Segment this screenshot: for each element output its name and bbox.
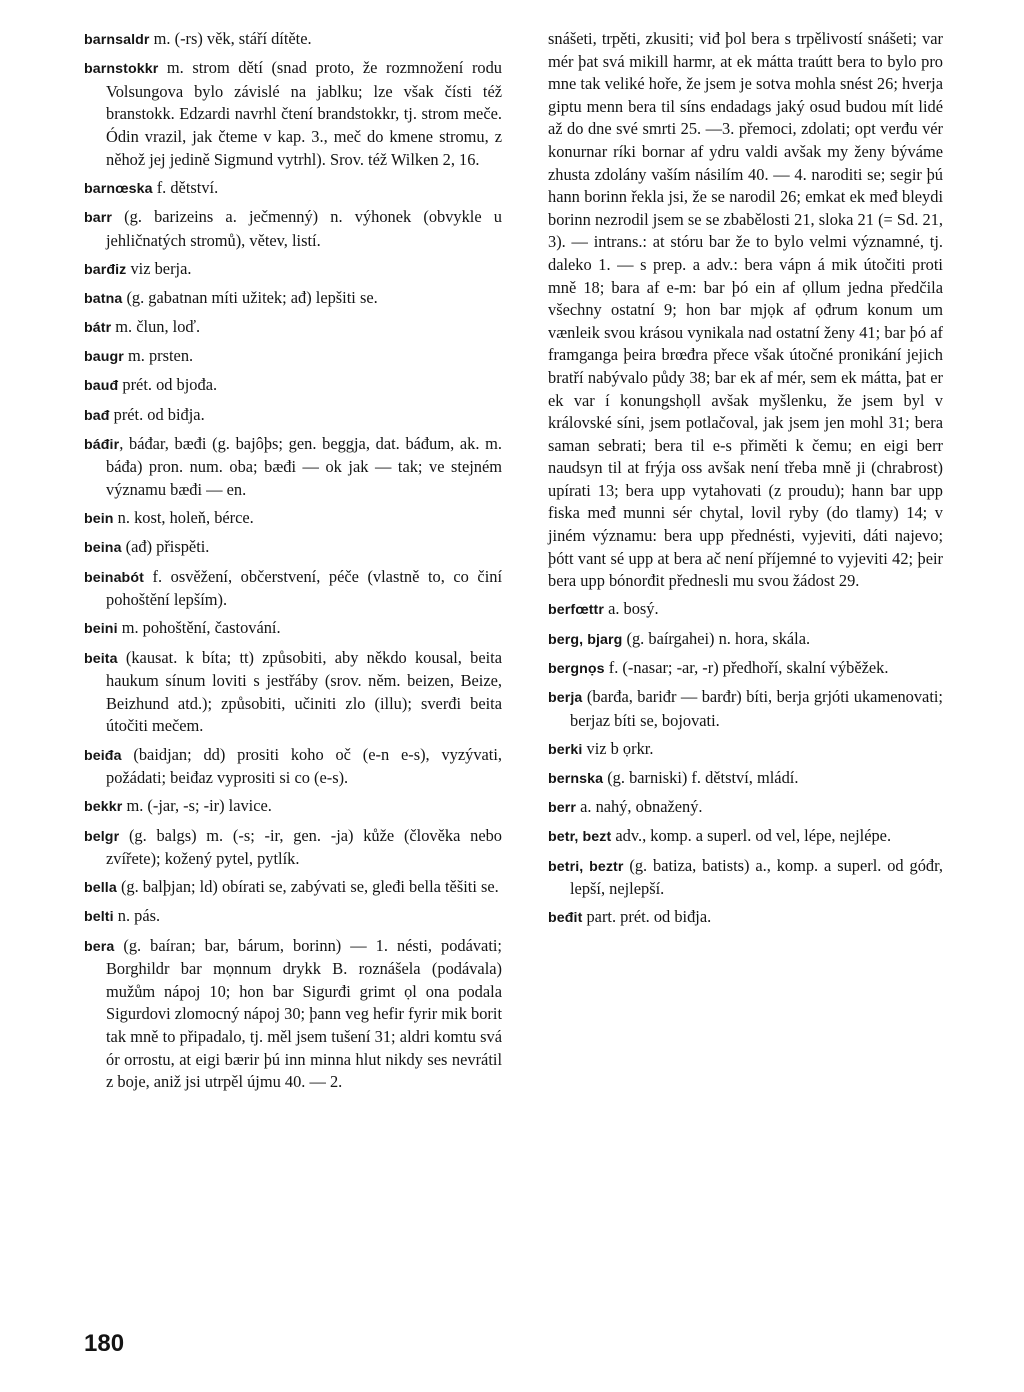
headword: bađ (84, 407, 110, 424)
definition: (baidjan; dd) prositi koho oč (e-n e-s), vyzývati, požádati; beiđaz vyprositi si co (e-s). (106, 744, 502, 788)
entry-berki (548, 738, 943, 762)
definition: a. nahý, obnažený. (576, 797, 703, 817)
entry-bekkr (84, 795, 502, 819)
headword: bauđ (84, 378, 119, 395)
entry-barnstokkr (84, 57, 502, 171)
definition: viz b ọrkr. (582, 738, 654, 758)
entry-berr (548, 796, 943, 820)
headword: betr, bezt (548, 829, 612, 846)
definition: (ađ) přispěti. (121, 537, 210, 557)
definition: part. prét. od biđja. (582, 907, 712, 927)
entry-belgr (84, 825, 502, 871)
headword: báđir (84, 436, 120, 453)
definition: n. kost, holeň, bérce. (113, 508, 254, 528)
headword: beinabót (84, 569, 144, 586)
headword: belgr (84, 828, 120, 845)
entry-beida (84, 744, 502, 790)
headword: barnsaldr (84, 32, 150, 48)
headword: bátr (84, 320, 112, 337)
headword: belti (84, 909, 114, 926)
entry-berja (548, 686, 943, 732)
entry-bera (84, 935, 502, 1094)
definition: a. bosý. (603, 599, 659, 619)
headword: bergnọs (548, 660, 605, 677)
definition: prét. od biđja. (109, 404, 205, 424)
headword: barnstokkr (84, 61, 159, 78)
definition: m. (-jar, -s; -ir) lavice. (122, 796, 272, 816)
right-column (548, 28, 943, 936)
entry-bera-continued (548, 28, 943, 593)
entry-barnoeska (84, 177, 502, 201)
definition: (g. balþjan; ld) obírati se, zabývati se, gleđi bella těšiti se. (116, 877, 499, 897)
headword: baugr (84, 349, 124, 366)
entry-beinabot (84, 566, 502, 612)
entry-bardiz (84, 258, 502, 282)
entry-bergnos (548, 657, 943, 681)
entry-barr (84, 206, 502, 252)
definition: , báđar, bæđi (g. bajôþs; gen. beggja, dat. báđum, ak. m. báđa) pron. num. oba; bæđi — ok jak — tak; ve stejném významu bæđi — en. (106, 433, 502, 500)
headword: beini (84, 621, 118, 638)
headword: betri, beztr (548, 858, 624, 875)
headword: barđiz (84, 261, 127, 278)
entry-berg (548, 628, 943, 652)
headword: beđit (548, 910, 583, 927)
definition: f. dětství. (152, 177, 219, 197)
definition: prét. od bjođa. (118, 375, 218, 395)
headword: bernska (548, 770, 604, 787)
definition: (barđa, bariđr — barđr) bíti, berja grjóti ukamenovati; berjaz bíti se, bojovati. (570, 687, 943, 730)
headword: barr (84, 209, 112, 226)
entry-bella (84, 876, 502, 900)
definition: f. (-nasar; -ar, -r) předhoří, skalní výběžek. (604, 657, 889, 677)
entry-beina (84, 536, 502, 560)
definition: m. (-rs) věk, stáří dítěte. (149, 29, 312, 48)
definition: viz berja. (126, 258, 192, 278)
entry-belti (84, 905, 502, 929)
headword: berfœttr (548, 602, 604, 619)
entry-berfoettr (548, 598, 943, 622)
headword: batna (84, 290, 123, 307)
entry-baud (84, 374, 502, 398)
page-number: 180 (84, 1330, 125, 1357)
headword: beiđa (84, 747, 122, 764)
definition: (g. gabatnan míti užitek; ađ) lepšiti se. (122, 287, 378, 307)
entry-baugr (84, 345, 502, 369)
entry-betr (548, 825, 943, 849)
entry-bedit (548, 906, 943, 930)
headword: berki (548, 741, 583, 758)
entry-barnsaldr (84, 28, 502, 52)
definition: (g. baírgahei) n. hora, skála. (622, 628, 811, 648)
entry-badir (84, 433, 502, 502)
entry-betri (548, 855, 943, 901)
headword: bella (84, 880, 117, 897)
definition: (g. batiza, batists) a., komp. a superl. od góđr, lepší, nejlepší. (570, 855, 943, 899)
headword: barnœska (84, 180, 153, 197)
headword: beita (84, 650, 118, 667)
headword: berg, bjarg (548, 631, 623, 648)
definition: m. prsten. (123, 346, 194, 366)
entry-beini (84, 617, 502, 641)
headword: berja (548, 690, 583, 706)
left-column (84, 28, 502, 1099)
entry-bad (84, 404, 502, 428)
headword: berr (548, 800, 576, 817)
definition: (kausat. k bíta; tt) způsobiti, aby někdo kousal, beita haukum sínum loviti s jestřáby (srov. něm. beizen, Beize, Beizhund atd.); způsobiti, učiniti zlo (illu); sverđi beita útočiti mečem. (106, 647, 502, 736)
definition: (g. barizeins a. ječmenný) n. výhonek (obvykle u jehličnatých stromů), větev, listí. (106, 206, 502, 250)
definition: (g. barniski) f. dětství, mládí. (603, 767, 799, 787)
definition: m. strom dětí (snad proto, že rozmnožení rodu Volsungova bylo závislé na jablku; lze však čísti též branstokk. Edzardi navrhl čtení brandstokkr, tj. strom meče. Ódin vrazil, jak čteme v kap. 3., meč do kmene stromu, z něhož jej jedině Sigmund vytrhl). Srov. též Wilken 2, 16. (106, 58, 502, 169)
entry-batna (84, 287, 502, 311)
definition: adv., komp. a superl. od vel, lépe, nejlépe. (611, 826, 892, 846)
definition: m. člun, loď. (111, 317, 201, 337)
definition: snášeti, trpěti, zkusiti; viđ þol bera s trpělivostí snášeti; var mér þat svá mikill harmr, at ek mátta traútt bera to bylo pro mne tak veliké hoře, že jsem je sotva mohla snést 26; hverja giptu menn bera til síns endadags jaký osud budou mít lidé až do dne své smrti 25. —3. přemoci, zdolati; opt verđu vér konurnar ríki bornar af ydru valdi avšak my ženy býváme zhusta zdolány vaším násilím 40. — 4. naroditi se; segir þú hann borinn řekla jsi, že se narodil 26; emkat ek međ bleydi borinn nezrodil jsem se se zbabělosti 21, sloka 21 (= Sd. 21, 3). — intrans.: at stóru bar že to bylo velmi významné, tj. daleko 1. — s prep. a adv.: bera vápn á mik útočiti proti mně 18; bara af e-m: bar þó ein af ọllum jedna předčila všechny ostatní 9; hon bar mjọk af ọđrum konum um vænleik svou krásou vynikala nad ostatní ženy 41; bar þó af framganga þeira brœđra přece však útočné pronikání jejich bratří nabývalo půdy 38; bar ek af mér, sem ek mátta, þat er ek var í konungshọll avšak myšlenku, že jsem byl v královské síni, jsem potlačoval, jak jsem jen mohl 31; bera saman sebrati; bera til e-s přiměti k čemu; en eigi berr naudsyn til at frýja oss avšak není třeba mně ji (chrabrost) upírati 13; bera upp vytahovati (z proudu); hann bar upp fiska međ munni sér chytal, lovil ryby (do tlamy) 14; v jiném významu: bera upp přednésti, vyjeviti, dáti najevo; þótt vant sé upp at bera ač není příjemné to vyjeviti 42; þeir bera upp bónorđit přednesli mu svou žádost 29. (548, 29, 943, 591)
definition: (g. baíran; bar, bárum, borinn) — 1. nésti, podávati; Borghildr bar mọnnum drykk B. roznášela (podávala) mužům nápoj 10; hon bar Sigurđi grimt ọl ona podala Sigurdovi zlomocný nápoj 30; þann veg hefir fyrir mik borit tak mně to připadalo, tj. měl jsem tušení 31; aldri komtu svá ór orrostu, at eigi bærir þú inn minna hlut nikdy ses nevrátil z boje, aniž jsi utrpěl újmu 40. — 2. (106, 935, 502, 1092)
entry-batr (84, 316, 502, 340)
definition: (g. balgs) m. (-s; -ir, gen. -ja) kůže (člověka nebo zvířete); kožený pytel, pytlík. (106, 825, 502, 869)
headword: bekkr (84, 799, 123, 816)
entry-bein (84, 507, 502, 531)
definition: m. pohoštění, častování. (117, 618, 281, 638)
definition: n. pás. (113, 906, 161, 926)
headword: bein (84, 511, 114, 528)
definition: f. osvěžení, občerstvení, péče (vlastně to, co činí pohoštění lepším). (106, 566, 502, 610)
entry-bernska (548, 767, 943, 791)
entry-beita (84, 647, 502, 738)
headword: bera (84, 938, 115, 955)
headword: beina (84, 540, 122, 557)
